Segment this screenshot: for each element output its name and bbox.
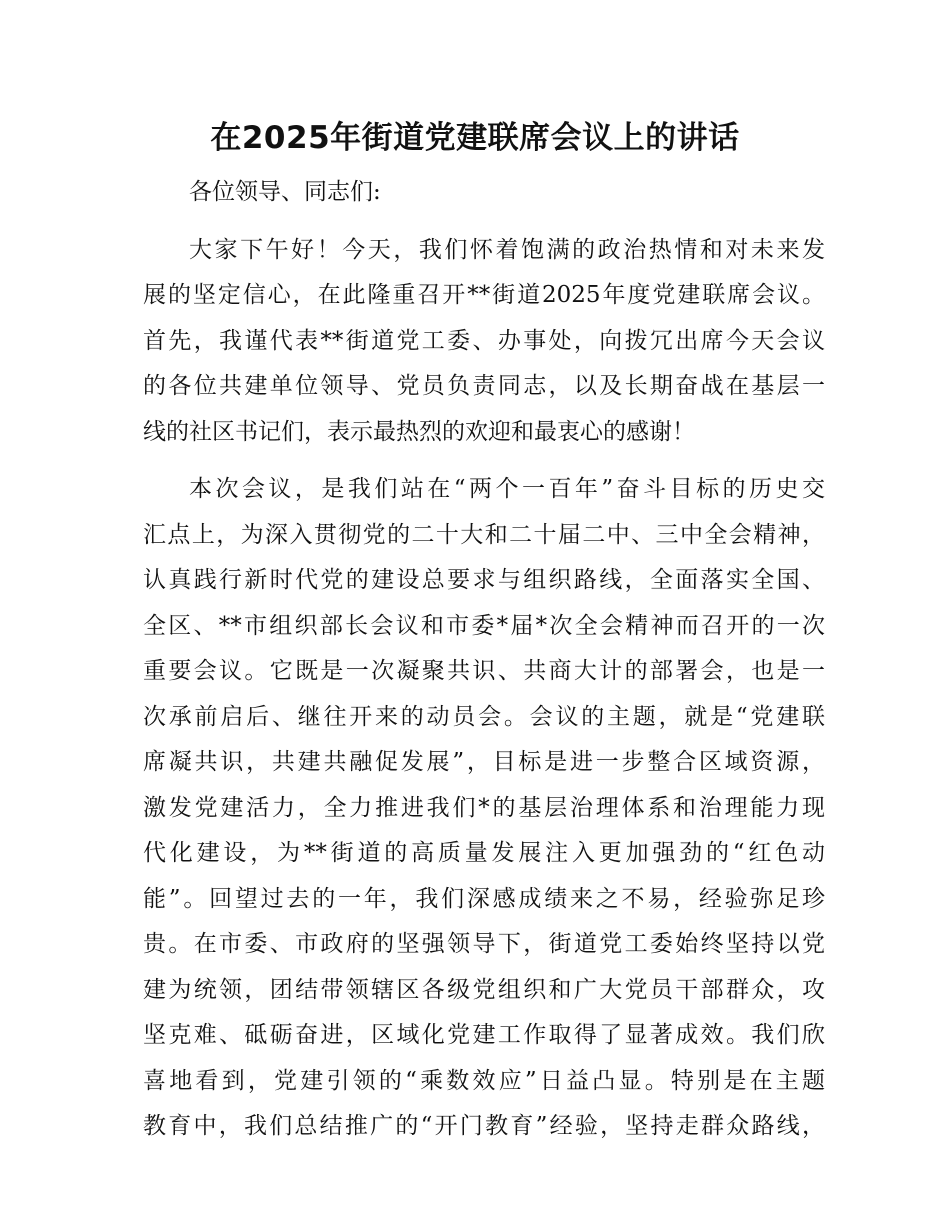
text-line: 贵。在市委、市政府的坚强领导下，街道党工委始终坚持以党	[143, 931, 825, 957]
text-line: 全区、**市组织部长会议和市委*届*次全会精神而召开的一次	[143, 612, 825, 639]
paragraph-1	[143, 228, 825, 456]
text-line: 席凝共识，共建共融促发展”，目标是进一步整合区域资源，	[143, 749, 825, 775]
paragraph-gap	[143, 455, 825, 467]
text-line: 喜地看到，党建引领的“乘数效应”日益凸显。特别是在主题	[143, 1067, 825, 1094]
text-line: 代化建设，为**街道的高质量发展注入更加强劲的“红色动	[143, 840, 825, 866]
text-line: 次承前启后、继往开来的动员会。会议的主题，就是“党建联	[143, 703, 825, 730]
text-line: 本次会议，是我们站在“两个一百年”奋斗目标的历史交	[189, 476, 825, 502]
text-line: 大家下午好！今天，我们怀着饱满的政治热情和对未来发	[189, 236, 825, 263]
text-line: 的各位共建单位领导、党员负责同志，以及长期奋战在基层一	[143, 373, 825, 399]
text-line: 重要会议。它既是一次凝聚共识、共商大计的部署会，也是一	[143, 658, 825, 684]
text-line: 建为统领，团结带领辖区各级党组织和广大党员干部群众，攻	[143, 976, 825, 1003]
text-line: 汇点上，为深入贯彻党的二十大和二十届二中、三中全会精神，	[143, 521, 825, 548]
text-line: 能”。回望过去的一年，我们深感成绩来之不易，经验弥足珍	[143, 885, 825, 912]
text-line: 首先，我谨代表**街道党工委、办事处，向拨冗出席今天会议	[143, 327, 825, 354]
paragraph-gap	[143, 216, 825, 228]
document-body	[143, 170, 825, 1150]
text-line: 教育中，我们总结推广的“开门教育”经验，坚持走群众路线，	[143, 1113, 825, 1139]
text-line: 线的社区书记们，表示最热烈的欢迎和最衷心的感谢！	[143, 418, 695, 445]
text-line: 激发党建活力，全力推进我们*的基层治理体系和治理能力现	[143, 794, 825, 821]
paragraph-2	[143, 467, 825, 1150]
salutation: 各位领导、同志们:	[189, 179, 381, 205]
text-line: 认真践行新时代党的建设总要求与组织路线，全面落实全国、	[143, 567, 825, 593]
text-line: 展的坚定信心，在此隆重召开**街道2025年度党建联席会议。	[143, 282, 825, 308]
text-line: 坚克难、砥砺奋进，区域化党建工作取得了显著成效。我们欣	[143, 1022, 825, 1048]
document-title: 在2025年街道党建联席会议上的讲话	[210, 120, 740, 156]
